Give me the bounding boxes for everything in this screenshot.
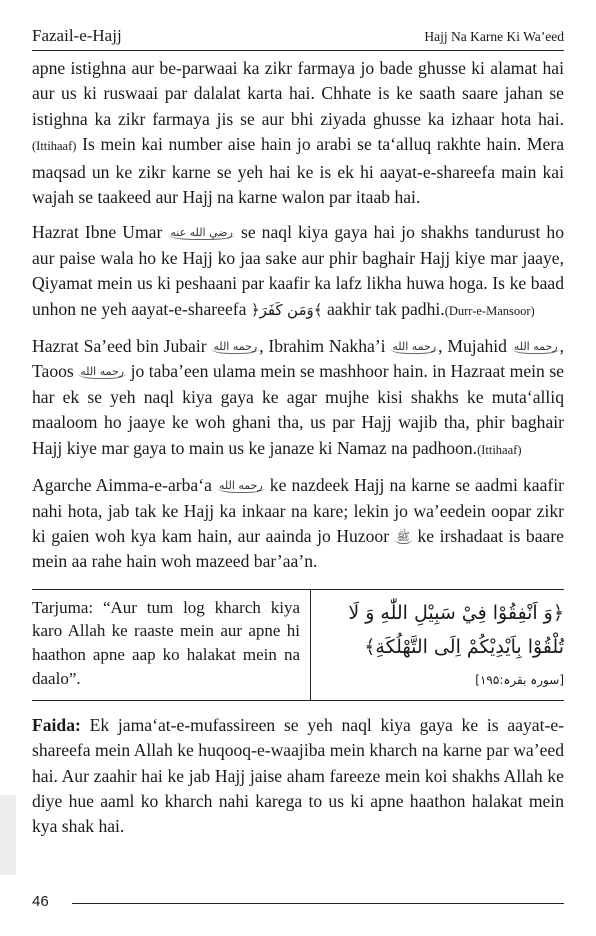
paragraph-1-tail: Is mein kai number aise hain jo arabi se ta‘alluq rakhte hain. Mera maqsad un ke zikr karne se yeh hai ke is ek hi aayat-e-shareefa main kai wajah se taakeed aur Hajj na karne walon par itaab hai. bbox=[32, 134, 564, 208]
paragraph-3-part-c: , Mujahid bbox=[438, 336, 512, 357]
paragraph-1-text: apne istighna aur be-parwaai ka zikr farmaya jo bade ghusse ki alamat hai aur us ki ruswaai par dalalat karta hai. Chhate is ke saath saare jahan se istighna ka zikr farmaya jis se aur bhi ziyada ghusse ka izhaar hota hai. bbox=[32, 58, 564, 129]
honorific-radiyallahu: رضي الله عنه bbox=[170, 226, 233, 240]
paragraph-3-part-a: Hazrat Sa’eed bin Jubair bbox=[32, 336, 212, 357]
verse-arabic: ﴿وَ اَنْفِقُوْا فِيْ سَبِيْلِ اللّٰهِ وَ لَا تُلْقُوْا بِاَيْدِيْكُمْ اِلَى التَّهْلُكَةِ﴾ bbox=[348, 601, 564, 658]
arabic-inline-2: كَفَرَ﴾ bbox=[259, 300, 323, 319]
verse-translation: Tarjuma: “Aur tum log kharch kiya karo Allah ke raaste mein aur apne hi haathon apne aap ko halakat mein na daalo”. bbox=[32, 597, 300, 688]
page-number: 46 bbox=[32, 893, 49, 910]
paragraph-3-part-e: jo taba’een ulama mein se mashhoor hain. in Hazraat mein se har ek se yeh naql kiya gaya ke agar mujhe kisi shakhs ke muta‘alliq maaloom ho jaaye ke woh ghani tha, us par Hajj wajib tha, phir baghair Hajj kiye mar gaya to main us ke janaze ki Namaz na padhoon. bbox=[32, 361, 564, 458]
verse-box bbox=[32, 589, 564, 701]
honorific-rahimahullah-2: رحمه الله bbox=[392, 340, 437, 354]
faida-paragraph bbox=[32, 713, 564, 840]
paragraph-2-part-b: se naql kiya gaya hai jo shakhs tandurust ho aur paise wala ho ke Hajj ko jaa sake aur phir baghair Hajj kiye mar jaaye, Qiyamat mein us ki peshaani par kaafir ka lafz likha huwa hoga. Is ke baad unhon ne yeh aayat-e-shareefa bbox=[32, 222, 564, 319]
running-header bbox=[32, 22, 564, 51]
honorific-rahimahullah-4: رحمه الله bbox=[80, 365, 125, 379]
paragraph-3-part-b: , Ibrahim Nakha’i bbox=[259, 336, 391, 357]
citation-ittihaaf-1: (Ittihaaf) bbox=[32, 139, 77, 154]
arabic-inline-1: ﴿وَمَن bbox=[250, 300, 314, 319]
paragraph-2-part-c: aakhir tak padhi. bbox=[322, 298, 445, 319]
honorific-rahimahullah-5: رحمه الله bbox=[218, 479, 263, 493]
honorific-salallahu: ﷺ bbox=[396, 529, 410, 543]
faida-label: Faida: bbox=[32, 714, 81, 735]
faida-text: Ek jama‘at-e-mufassireen se yeh naql kiya gaya ke is aayat-e-shareefa mein Allah ke huqooq-e-waajiba mein kharch na karne par wa’eed hai. Aur zaahir hai ke jab Hajj jaise aham fareeze mein koi shakhs Allah ke diye hue aaml ko kharch nahi karega to us ki apne haathon halakat mein kya shak hai. bbox=[32, 714, 564, 837]
paragraph-4-part-b: ke nazdeek Hajj na karne se aadmi kaafir nahi hota, jab tak ke Hajj ka inkaar na kare; lekin jo wa’eedein oopar zikr ki gaien woh kya kam hain, aur aainda jo Huzoor bbox=[32, 475, 564, 546]
page-edge-tab bbox=[0, 795, 16, 875]
chapter-title: Hajj Na Karne Ki Wa’eed bbox=[424, 29, 564, 44]
page-body bbox=[32, 56, 564, 850]
citation-durr-e-mansoor: (Durr-e-Mansoor) bbox=[444, 303, 535, 318]
paragraph-1 bbox=[32, 56, 564, 210]
honorific-rahimahullah-3: رحمه الله bbox=[513, 340, 558, 354]
paragraph-4-part-a: Agarche Aimma-e-arba‘a bbox=[32, 475, 217, 496]
citation-ittihaaf-2: (Ittihaaf) bbox=[477, 442, 522, 457]
paragraph-2-part-a: Hazrat Ibne Umar bbox=[32, 222, 169, 243]
paragraph-3-part-d: , Taoos bbox=[32, 336, 564, 382]
paragraph-4-part-c: ke irshadaat is baare mein aa rahe hain woh mazeed bar’aa’n. bbox=[32, 525, 564, 572]
paragraph-4 bbox=[32, 473, 564, 575]
paragraph-2 bbox=[32, 220, 564, 324]
verse-reference: [سورہ بقرہ:۱۹۵] bbox=[475, 673, 564, 688]
book-title: Fazail-e-Hajj bbox=[32, 26, 122, 45]
footer-rule bbox=[72, 903, 564, 904]
paragraph-3 bbox=[32, 334, 564, 463]
page-footer bbox=[32, 893, 564, 913]
verse-box-divider bbox=[310, 590, 311, 700]
honorific-rahimahullah-1: رحمه الله bbox=[213, 340, 258, 354]
